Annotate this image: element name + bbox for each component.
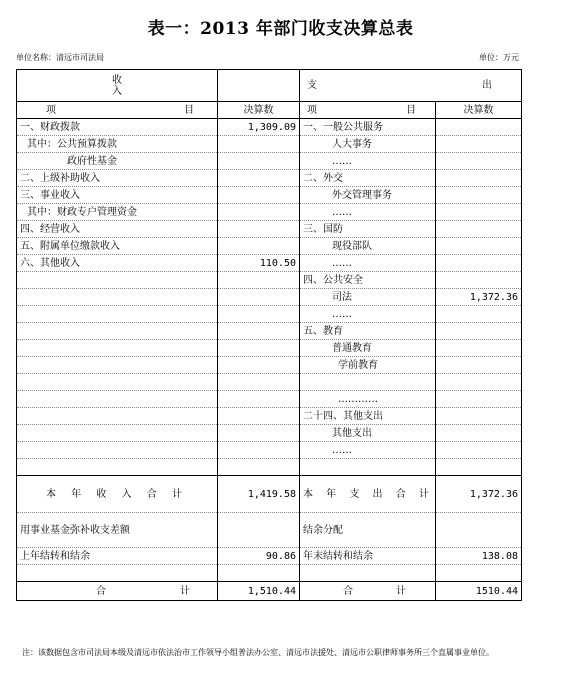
- table-row: 五、附属单位缴款收入 现役部队: [17, 238, 522, 255]
- header-row-sections: [17, 70, 522, 102]
- unit-name: 单位名称：清远市司法局: [16, 53, 104, 62]
- table-row: [17, 459, 522, 476]
- prev-carryover-label: 上年结转和结余: [17, 548, 218, 565]
- table-row: ……: [17, 306, 522, 323]
- table-row: …………: [17, 391, 522, 408]
- table-row: 四、公共安全: [17, 272, 522, 289]
- grand-total-label-income: 合 计: [17, 582, 218, 601]
- grand-total-income: 1,510.44: [218, 582, 300, 601]
- grand-total-row: [17, 582, 522, 601]
- table-row: 政府性基金 ……: [17, 153, 522, 170]
- unit-label: 单位：万元: [479, 53, 519, 62]
- income-header: 收 入: [17, 70, 218, 102]
- income-item-header: 项 目: [17, 102, 218, 119]
- expense-amount-header: 决算数: [436, 102, 522, 119]
- footnote: 注：该数据包含市司法局本级及清远市依法治市工作领导小组普法办公室、清远市法援处、清远市公职律师事务所三个直属事业单位。: [22, 648, 494, 657]
- income-total-value: 1,419.58: [218, 476, 300, 513]
- income-amount-header: 决算数: [218, 102, 300, 119]
- header-row-columns: [17, 102, 522, 119]
- table-row: 六、其他收入 110.50 ……: [17, 255, 522, 272]
- table-row: 普通教育: [17, 340, 522, 357]
- expense-item-header: 项 目: [300, 102, 436, 119]
- expense-total-value: 1,372.36: [436, 476, 522, 513]
- expense-total-label: 本 年 支 出 合 计: [300, 476, 436, 513]
- fund-label: 用事业基金弥补收支差额: [17, 513, 218, 548]
- table-row: 五、教育: [17, 323, 522, 340]
- expense-header: [300, 70, 522, 102]
- annual-total-row: [17, 476, 522, 513]
- expense-header-right: 出: [482, 80, 492, 91]
- table-row: 司法 1,372.36: [17, 289, 522, 306]
- income-header-blank: [218, 70, 300, 102]
- income-total-label: 本 年 收 入 合 计: [17, 476, 218, 513]
- end-carryover-label: 年末结转和结余: [300, 548, 436, 565]
- table-row: 其中：财政专户管理资金 ……: [17, 204, 522, 221]
- table-row: 二十四、其他支出: [17, 408, 522, 425]
- table-row: 其中：公共预算拨款 人大事务: [17, 136, 522, 153]
- end-carryover-value: 138.08: [436, 548, 522, 565]
- spacer-row: [17, 565, 522, 582]
- carryover-row: [17, 548, 522, 565]
- budget-table: [16, 69, 522, 601]
- table-row: 二、上级补助收入 二、外交: [17, 170, 522, 187]
- expense-header-left: 支: [307, 80, 317, 91]
- table-row: 其他支出: [17, 425, 522, 442]
- prev-carryover-value: 90.86: [218, 548, 300, 565]
- surplus-label: 结余分配: [300, 513, 436, 548]
- grand-total-expense: 1510.44: [436, 582, 522, 601]
- grand-total-label-expense: 合 计: [300, 582, 436, 601]
- table-row: 学前教育: [17, 357, 522, 374]
- table-row: [17, 374, 522, 391]
- table-row: 三、事业收入 外交管理事务: [17, 187, 522, 204]
- table-row: 四、经营收入 三、国防: [17, 221, 522, 238]
- report-title: 表一：2013 年部门收支决算总表: [147, 19, 414, 39]
- table-row: ……: [17, 442, 522, 459]
- fund-row: [17, 513, 522, 548]
- table-row: 一、财政拨款 1,309.09 一、一般公共服务: [17, 119, 522, 136]
